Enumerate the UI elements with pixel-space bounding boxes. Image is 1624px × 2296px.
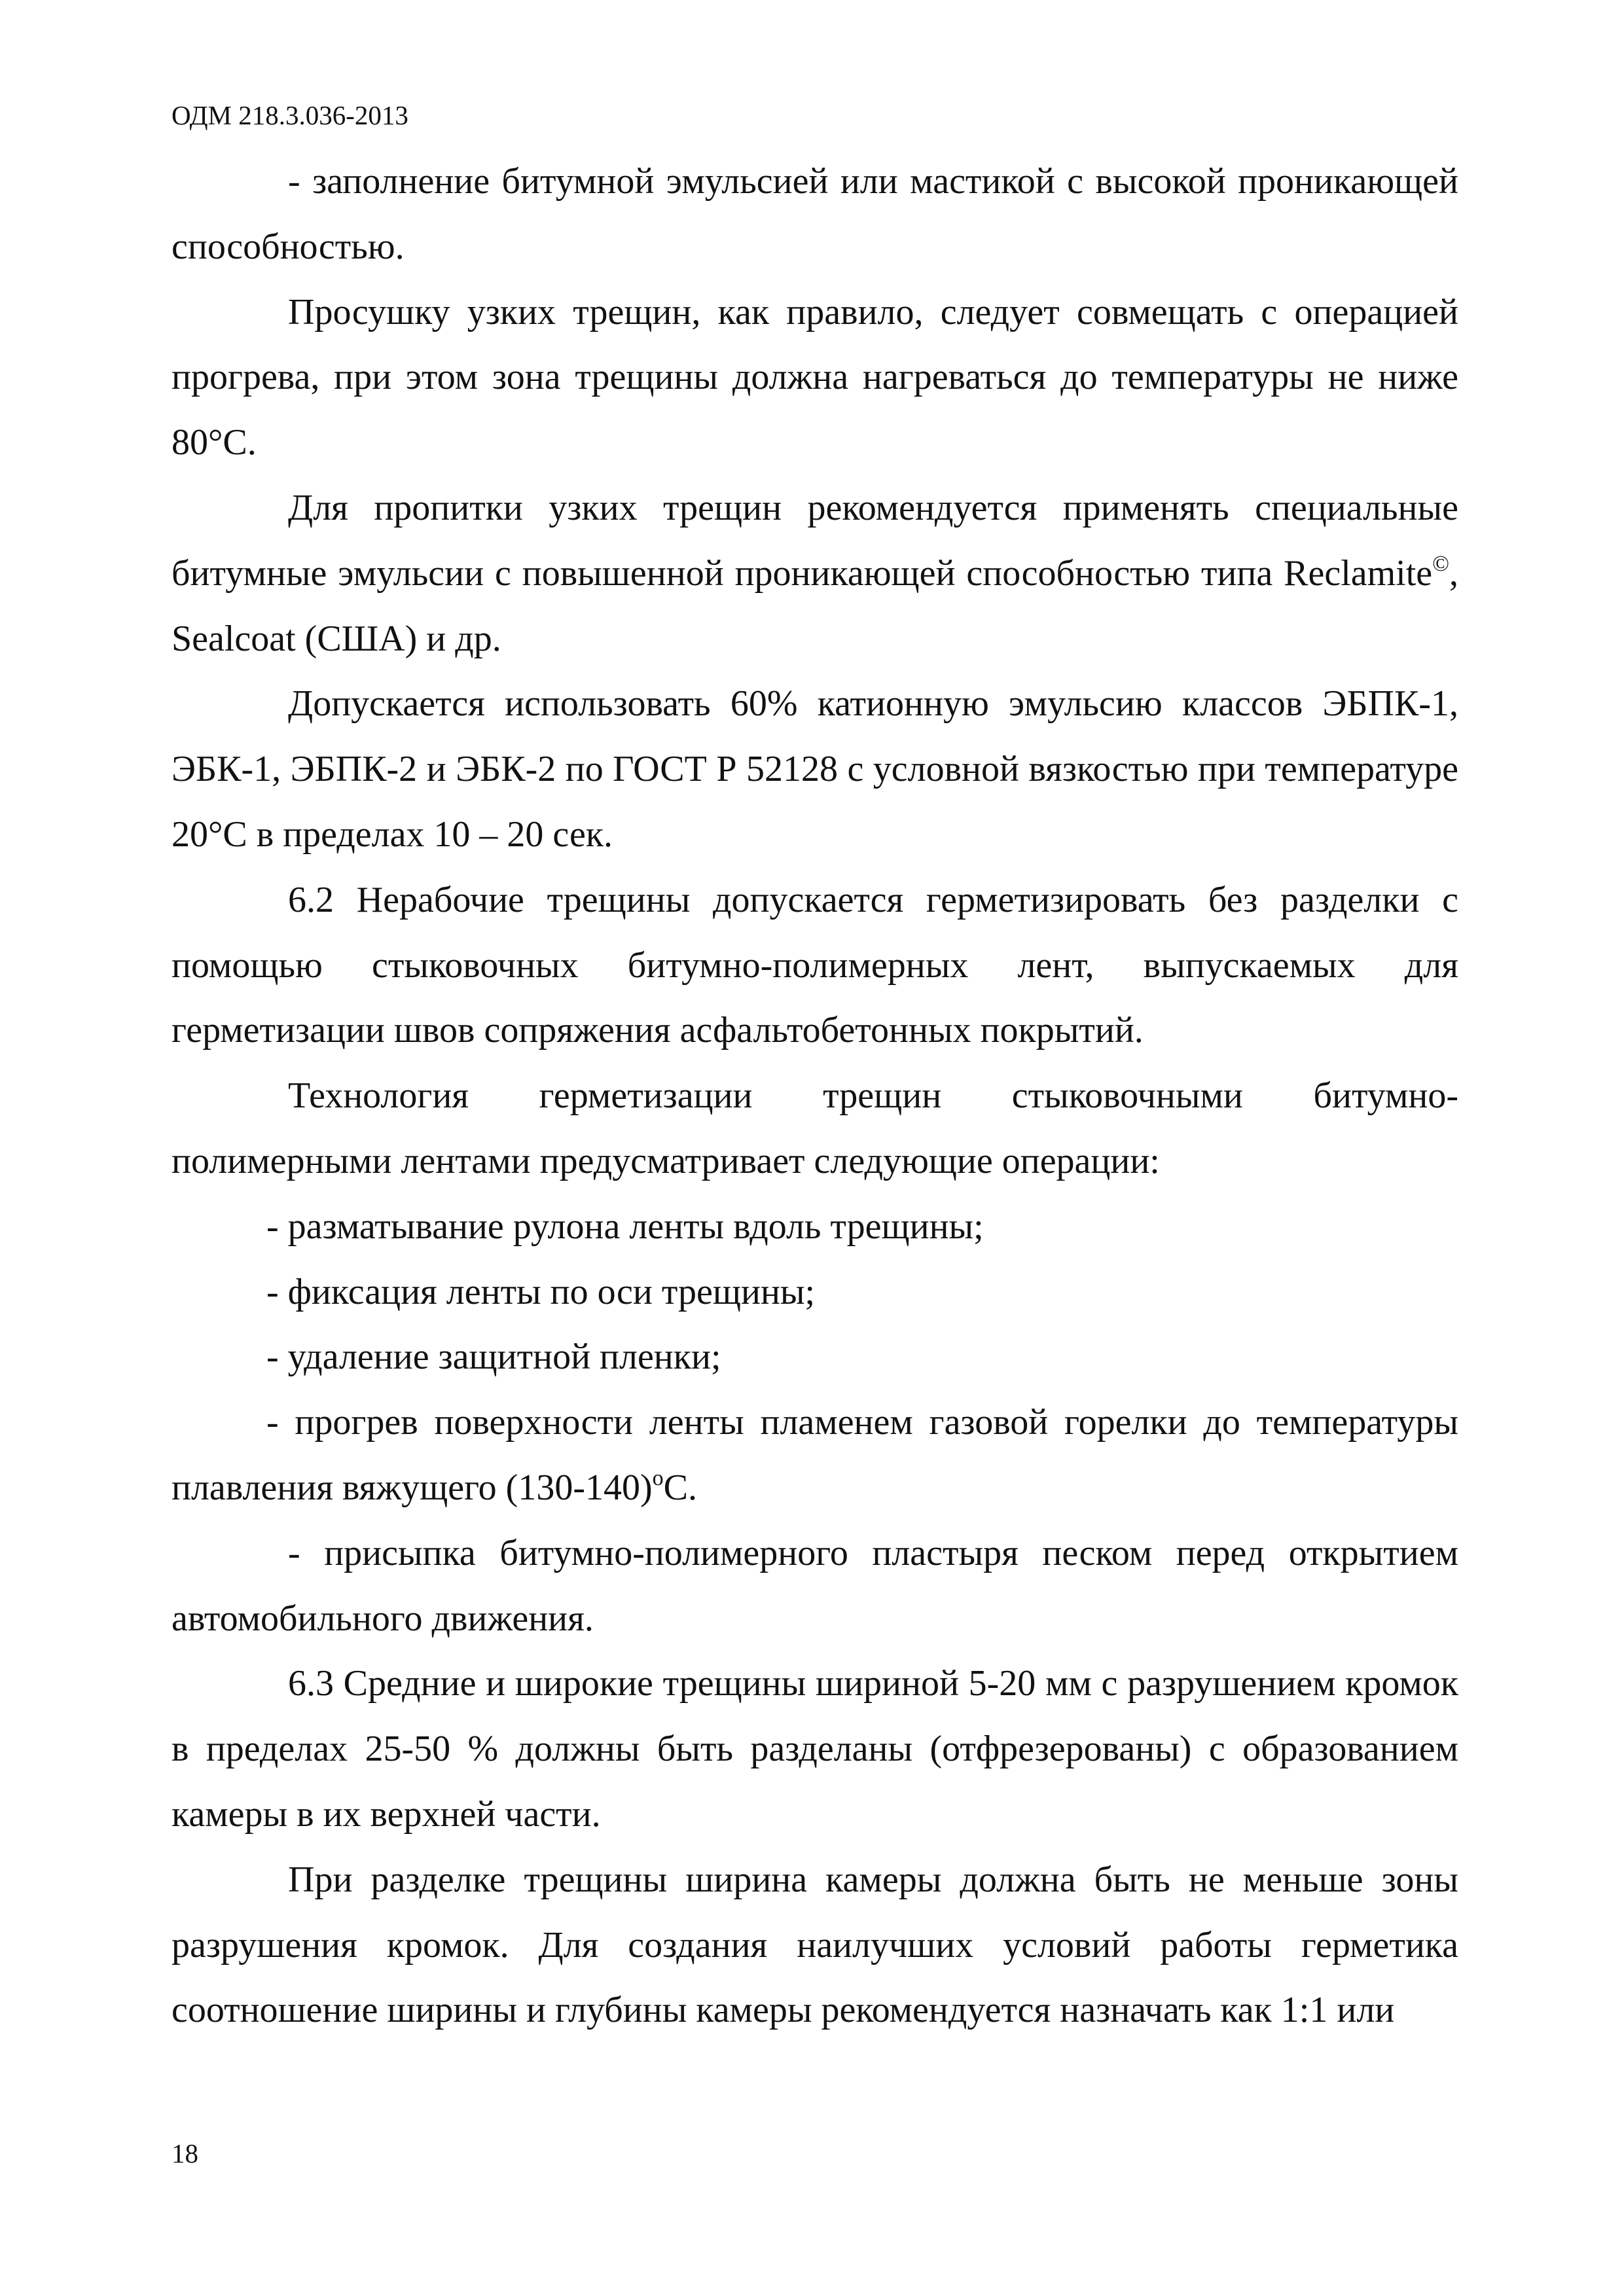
paragraph-6-3: 6.3 Средние и широкие трещины шириной 5-20 мм с разрушением кромок в пределах 25-50 % должны быть разделаны (отфрезерованы) с образованием камеры в их верхней части. xyxy=(171,1663,1458,1835)
list-item-sanding: - присыпка битумно-полимерного пластыря песком перед открытием автомобильного движения. xyxy=(171,1532,1458,1639)
paragraph-emulsion: Допускается использовать 60% катионную эмульсию классов ЭБПК-1, ЭБК-1, ЭБПК-2 и ЭБК-2 по ГОСТ Р 52128 с условной вязкостью при температуре 20°С в пределах 10 – 20 сек. xyxy=(171,683,1458,855)
paragraph-technology-line2: полимерными лентами предусматривает следующие операции: xyxy=(171,1140,1160,1181)
paragraph-bullet-filling: - заполнение битумной эмульсией или мастикой с высокой проникающей способностью. xyxy=(171,161,1458,267)
paragraph-drying: Просушку узких трещин, как правило, следует совмещать с операцией прогрева, при этом зона трещины должна нагреваться до температуры не ниже 80°С. xyxy=(171,291,1458,463)
document-code: ОДМ 218.3.036-2013 xyxy=(171,100,408,130)
paragraph-6-2: 6.2 Нерабочие трещины допускается герметизировать без разделки с помощью стыковочных битумно-полимерных лент, выпускаемых для герметизации швов сопряжения асфальтобетонных покрытий. xyxy=(171,879,1458,1051)
paragraph-impregnation: Для пропитки узких трещин рекомендуется применять специальные битумные эмульсии с повышенной проникающей способностью типа Reclamite©, Sealcoat (США) и др. xyxy=(171,487,1458,659)
body-text xyxy=(171,149,1458,2043)
list-item-heating: - прогрев поверхности ленты пламенем газовой горелки до температуры плавления вяжущего $(130-140)^oС$. xyxy=(171,1402,1458,1508)
copyright-mark: © xyxy=(1432,551,1449,576)
list-item-film-removal: - удаление защитной пленки; xyxy=(266,1336,721,1378)
degree-mark: o xyxy=(652,1465,664,1490)
list-item-unrolling: - разматывание рулона ленты вдоль трещины; xyxy=(266,1206,984,1247)
page-number: 18 xyxy=(171,2138,198,2168)
paragraph-technology-line1: Технология герметизации трещин стыковочными битумно- xyxy=(288,1075,1458,1117)
paragraph-chamber: При разделке трещины ширина камеры должна быть не меньше зоны разрушения кромок. Для создания наилучших условий работы герметика соотношение ширины и глубины камеры рекомендуется назначать как 1:1 или xyxy=(171,1859,1458,2031)
list-item-fixing: - фиксация ленты по оси трещины; xyxy=(266,1271,816,1312)
